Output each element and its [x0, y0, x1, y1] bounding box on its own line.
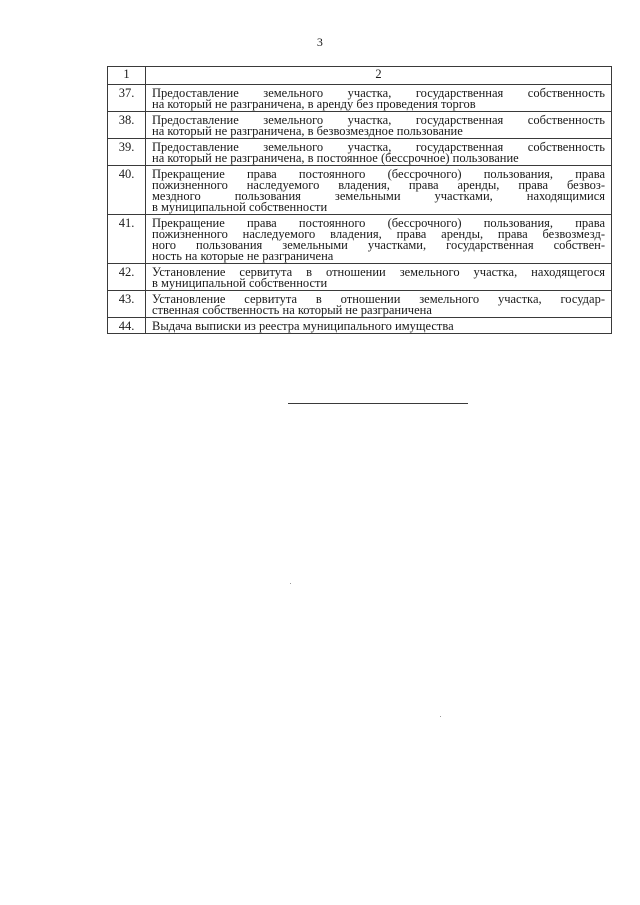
service-name-line: на который не разграничена, в постоянное (бессрочное) пользование: [152, 151, 519, 165]
service-name-line: Установление сервитута в отношении земельного участка, государ-: [152, 292, 605, 306]
service-name-line: в муниципальной собственности: [152, 200, 328, 214]
service-name: [146, 318, 612, 334]
row-number: 44.: [108, 318, 146, 334]
service-name-line: на который не разграничена, в аренду без проведения торгов: [152, 97, 476, 111]
row-number: 42.: [108, 264, 146, 291]
service-name: [146, 291, 612, 318]
service-name: [146, 112, 612, 139]
service-name-line: ственная собственность на который не разграничена: [152, 303, 432, 317]
row-number: 43.: [108, 291, 146, 318]
table-row: [108, 264, 612, 291]
service-name-line: пожизненного наследуемого владения, права аренды, права безвозмезд-: [152, 227, 605, 241]
service-name-line: мездного пользования земельными участками, находящимися: [152, 189, 605, 203]
row-number: 41.: [108, 215, 146, 264]
service-name-line: в муниципальной собственности: [152, 276, 328, 290]
scan-speck: [440, 716, 441, 717]
row-number: 37.: [108, 85, 146, 112]
column-header-1: 1: [108, 67, 146, 85]
service-name-line: Предоставление земельного участка, государственная собственность: [152, 113, 605, 127]
table-row: [108, 215, 612, 264]
table-row: [108, 291, 612, 318]
service-name-line: Выдача выписки из реестра муниципального имущества: [152, 319, 454, 333]
services-table: [107, 66, 612, 334]
table-row: [108, 112, 612, 139]
service-name: [146, 264, 612, 291]
service-name-line: Прекращение права постоянного (бессрочного) пользования, права: [152, 167, 605, 181]
service-name-line: ность на которые не разграничена: [152, 249, 334, 263]
scan-speck: [290, 583, 291, 584]
service-name: [146, 139, 612, 166]
service-name: [146, 85, 612, 112]
row-number: 40.: [108, 166, 146, 215]
row-number: 38.: [108, 112, 146, 139]
table-row: [108, 85, 612, 112]
row-number: 39.: [108, 139, 146, 166]
table-row: [108, 166, 612, 215]
service-name-line: Предоставление земельного участка, государственная собственность: [152, 86, 605, 100]
service-name-line: пожизненного наследуемого владения, права аренды, права безвоз-: [152, 178, 605, 192]
table-row: [108, 139, 612, 166]
service-name-line: на который не разграничена, в безвозмездное пользование: [152, 124, 463, 138]
service-name-line: Установление сервитута в отношении земельного участка, находящегося: [152, 265, 605, 279]
service-name: [146, 215, 612, 264]
end-of-list-rule: [288, 403, 468, 404]
column-header-2: 2: [146, 67, 612, 85]
service-name-line: ного пользования земельными участками, государственная собствен-: [152, 238, 605, 252]
page-number: 3: [316, 35, 324, 49]
service-name: [146, 166, 612, 215]
table-header-row: [108, 67, 612, 85]
table-row: [108, 318, 612, 334]
service-name-line: Прекращение права постоянного (бессрочного) пользования, права: [152, 216, 605, 230]
service-name-line: Предоставление земельного участка, государственная собственность: [152, 140, 605, 154]
